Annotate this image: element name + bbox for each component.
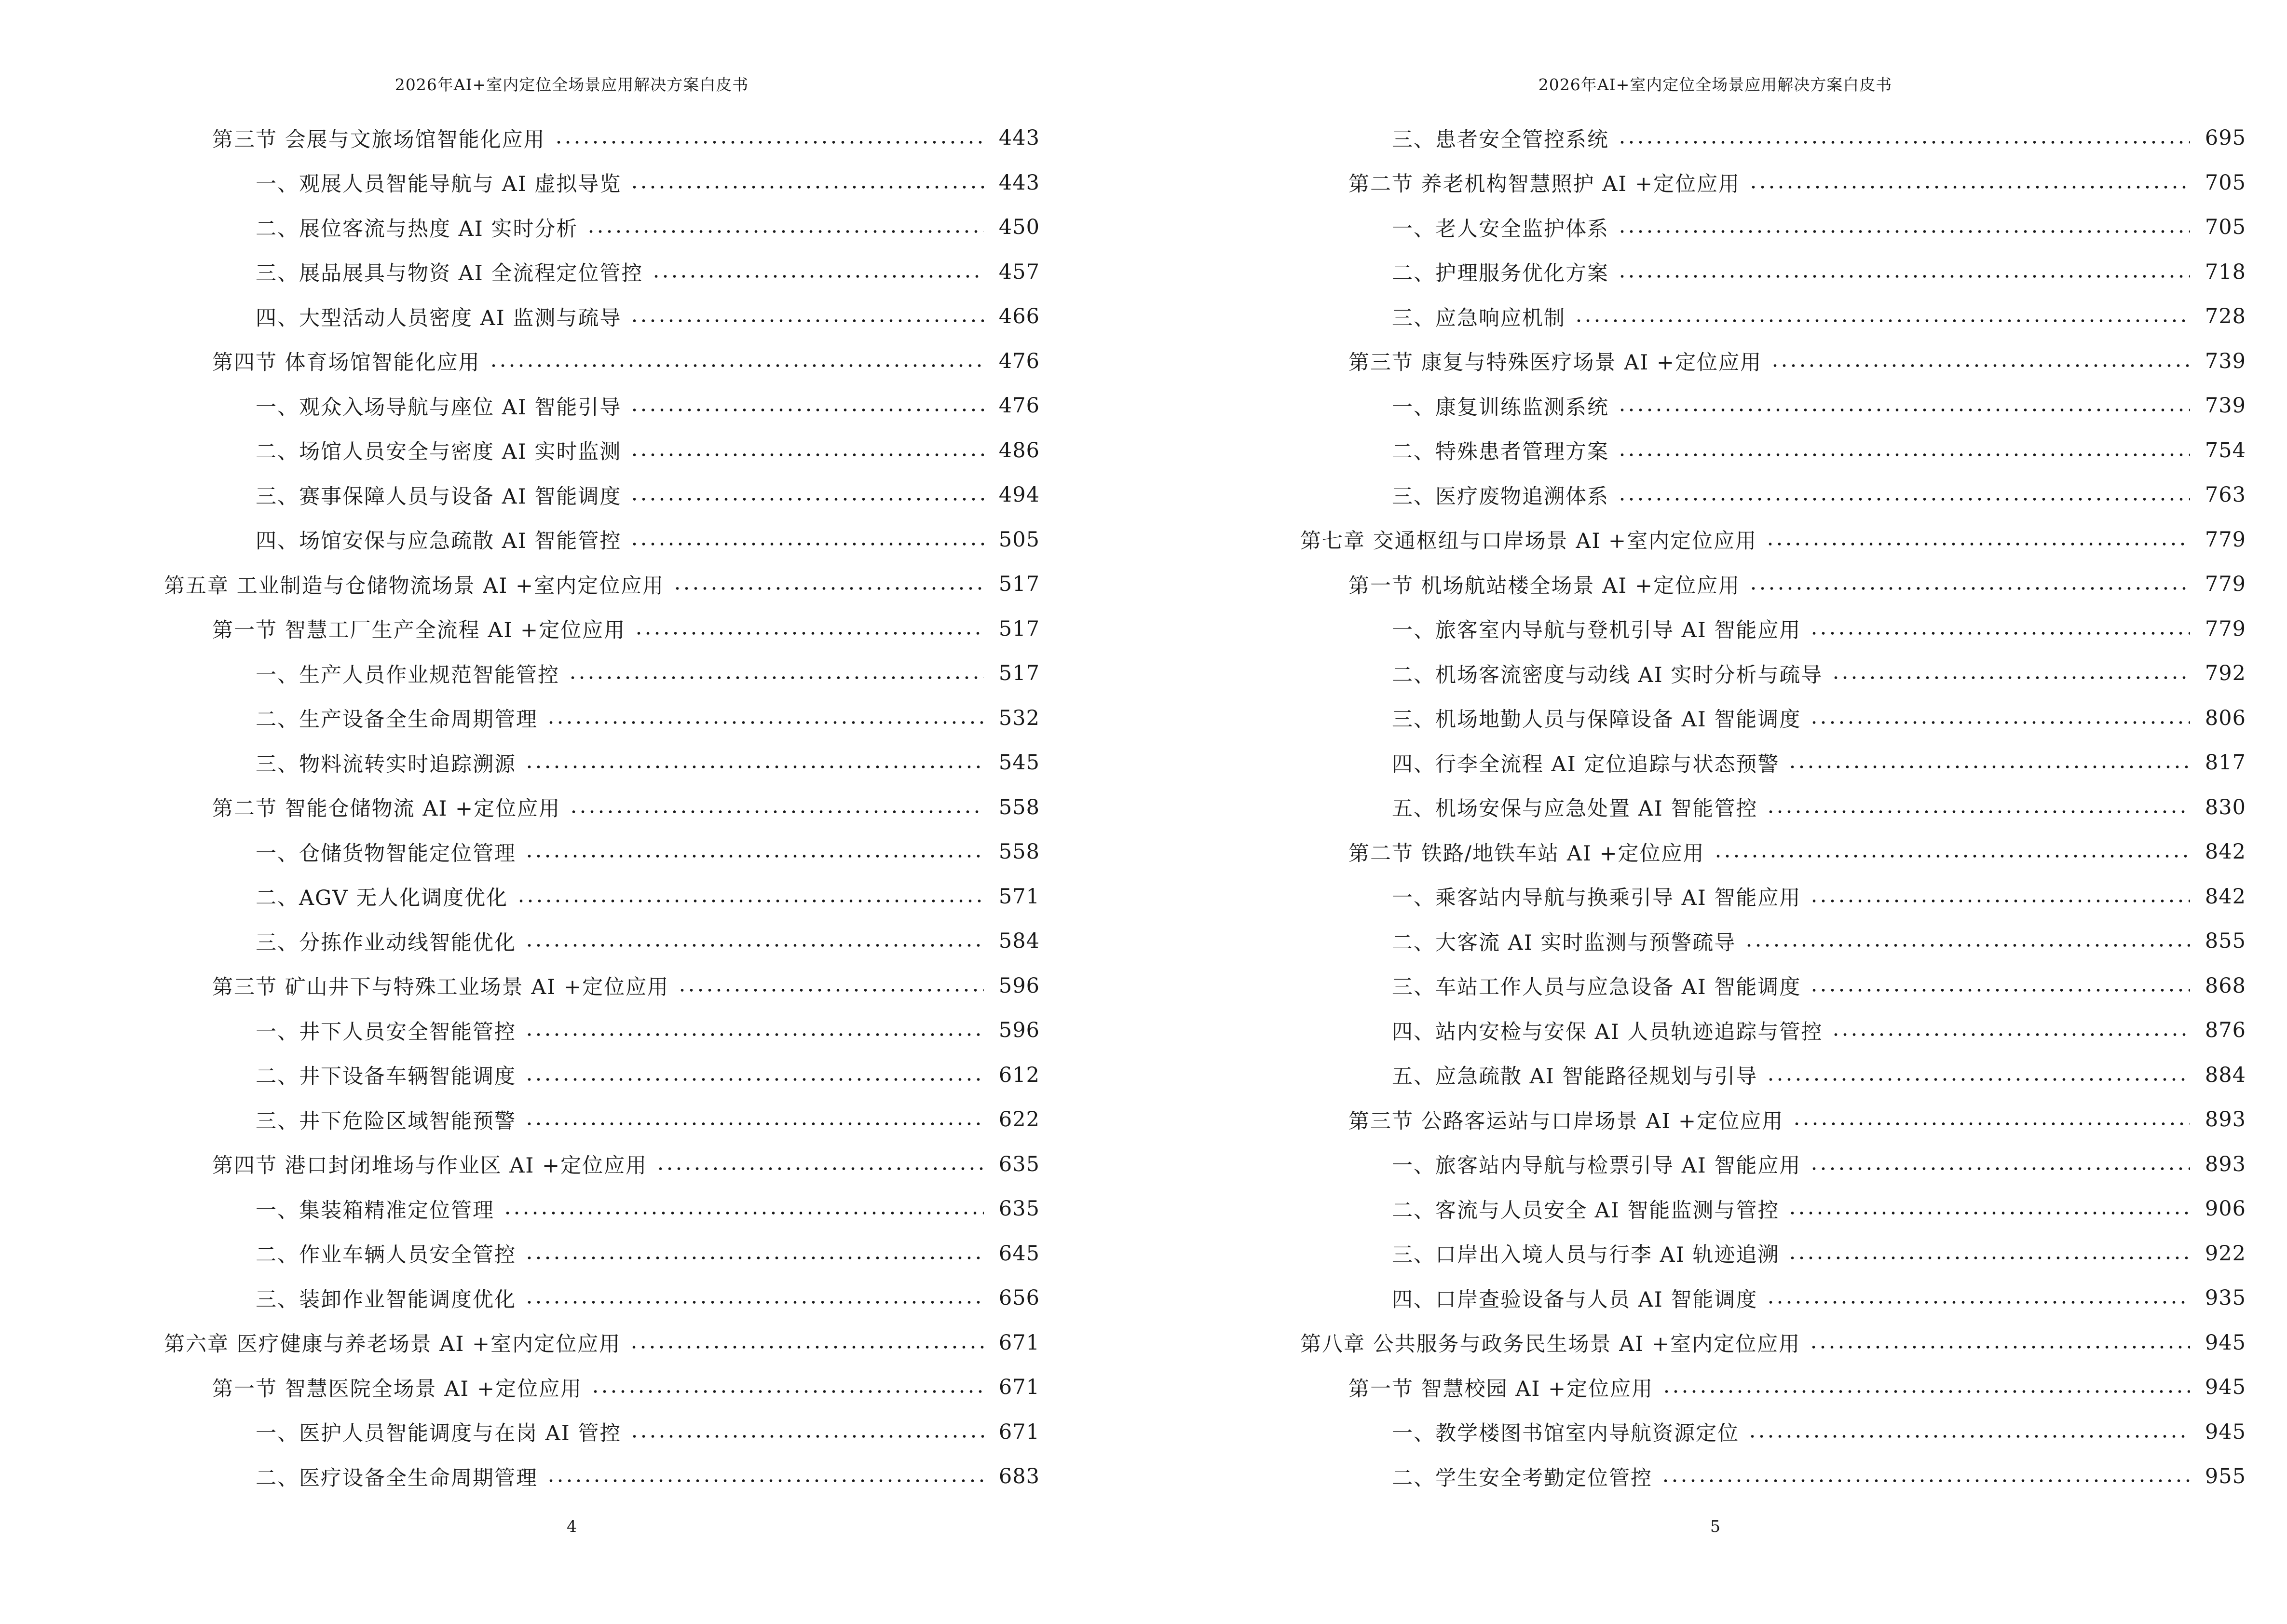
toc-entry-chapter[interactable] (0, 562, 1144, 607)
toc-entry-title: 一、乘客站内导航与换乘引导 AI 智能应用 (1392, 886, 1801, 911)
dot-leader (525, 1078, 984, 1081)
dot-leader (1766, 810, 2190, 813)
toc-entry-item[interactable] (0, 473, 1144, 518)
toc-entry-page-number: 635 (998, 1152, 1040, 1176)
toc-entry-title: 四、行李全流程 AI 定位追踪与状态预警 (1392, 752, 1780, 777)
dot-leader (1618, 498, 2190, 501)
toc-entry-item[interactable] (0, 383, 1144, 428)
toc-entry-title: 五、应急疏散 AI 智能路径规划与引导 (1392, 1064, 1758, 1089)
toc-entry-chapter[interactable] (0, 1321, 1144, 1365)
toc-entry-title: 一、仓储货物智能定位管理 (256, 841, 516, 866)
toc-entry-title: 第一节 机场航站楼全场景 AI +定位应用 (1348, 573, 1741, 598)
dot-leader (546, 721, 984, 724)
toc-entry-title: 四、大型活动人员密度 AI 监测与疏导 (256, 306, 622, 330)
toc-entry-title: 第三节 矿山井下与特殊工业场景 AI +定位应用 (212, 975, 669, 1000)
dot-leader (525, 765, 984, 768)
toc-entry-page-number: 622 (998, 1107, 1040, 1132)
toc-entry-item[interactable] (1144, 1454, 2287, 1499)
dot-leader (1809, 1346, 2190, 1349)
dot-leader (1831, 676, 2190, 679)
toc-list (1144, 116, 2287, 1499)
toc-entry-page-number: 922 (2205, 1241, 2246, 1266)
toc-entry-page-number: 945 (2205, 1330, 2246, 1355)
toc-entry-title: 一、观众入场导航与座位 AI 智能引导 (256, 395, 622, 420)
toc-entry-section[interactable] (0, 1142, 1144, 1187)
toc-entry-page-number: 868 (2205, 973, 2246, 998)
toc-entry-page-number: 584 (998, 929, 1040, 954)
dot-leader (1788, 1212, 2190, 1215)
toc-entry-page-number: 532 (998, 706, 1040, 730)
dot-leader (630, 319, 984, 322)
toc-entry-item[interactable] (0, 294, 1144, 339)
toc-entry-page-number: 558 (998, 840, 1040, 864)
toc-entry-item[interactable] (1144, 1053, 2287, 1098)
dot-leader (1770, 364, 2190, 367)
toc-entry-page-number: 596 (998, 973, 1040, 998)
toc-entry-page-number: 955 (2205, 1464, 2246, 1489)
toc-entry-item[interactable] (0, 1454, 1144, 1499)
toc-entry-section[interactable] (1144, 830, 2287, 874)
toc-entry-page-number: 739 (2205, 349, 2246, 373)
toc-entry-title: 三、物料流转实时追踪溯源 (256, 752, 516, 777)
dot-leader (630, 453, 984, 456)
toc-entry-section[interactable] (1144, 562, 2287, 607)
toc-entry-title: 二、生产设备全生命周期管理 (256, 708, 538, 732)
toc-entry-title: 二、医疗设备全生命周期管理 (256, 1466, 538, 1490)
dot-leader (673, 587, 984, 590)
toc-entry-page-number: 571 (998, 884, 1040, 909)
toc-entry-title: 第一节 智慧校园 AI +定位应用 (1348, 1377, 1654, 1401)
dot-leader (1744, 944, 2190, 947)
dot-leader (569, 810, 984, 813)
dot-leader (1788, 1256, 2190, 1259)
toc-entry-page-number: 545 (998, 751, 1040, 775)
toc-entry-item[interactable] (1144, 1276, 2287, 1321)
dot-leader (568, 676, 984, 679)
toc-entry-item[interactable] (1144, 1410, 2287, 1455)
toc-entry-page-number: 486 (998, 438, 1040, 463)
toc-entry-title: 二、客流与人员安全 AI 智能监测与管控 (1392, 1198, 1780, 1223)
dot-leader (1662, 1390, 2190, 1393)
toc-entry-title: 一、生产人员作业规范智能管控 (256, 663, 559, 687)
toc-entry-page-number: 779 (2205, 616, 2246, 641)
dot-leader (1618, 141, 2190, 144)
toc-entry-page-number: 517 (998, 661, 1040, 686)
dot-leader (630, 543, 984, 546)
toc-entry-title: 三、井下危险区域智能预警 (256, 1109, 516, 1133)
toc-entry-item[interactable] (0, 1276, 1144, 1321)
dot-leader (1618, 275, 2190, 278)
toc-entry-page-number: 671 (998, 1375, 1040, 1400)
toc-entry-item[interactable] (0, 1231, 1144, 1276)
toc-entry-title: 四、站内安检与安保 AI 人员轨迹追踪与管控 (1392, 1020, 1823, 1044)
toc-entry-page-number: 494 (998, 483, 1040, 507)
toc-entry-page-number: 893 (2205, 1107, 2246, 1132)
toc-entry-page-number: 476 (998, 349, 1040, 373)
dot-leader (525, 1122, 984, 1125)
toc-entry-item[interactable] (1144, 740, 2287, 785)
dot-leader (525, 855, 984, 858)
toc-entry-page-number: 842 (2205, 884, 2246, 909)
dot-leader (525, 1256, 984, 1259)
toc-entry-item[interactable] (1144, 294, 2287, 339)
toc-entry-section[interactable] (0, 339, 1144, 384)
toc-entry-title: 三、患者安全管控系统 (1392, 127, 1609, 152)
toc-entry-title: 三、车站工作人员与应急设备 AI 智能调度 (1392, 975, 1801, 1000)
toc-entry-title: 一、井下人员安全智能管控 (256, 1020, 516, 1044)
toc-entry-title: 三、口岸出入境人员与行李 AI 轨迹追溯 (1392, 1243, 1780, 1268)
toc-entry-page-number: 517 (998, 572, 1040, 597)
toc-entry-item[interactable] (0, 651, 1144, 696)
toc-entry-item[interactable] (1144, 1008, 2287, 1053)
toc-entry-section[interactable] (1144, 1365, 2287, 1410)
toc-entry-page-number: 945 (2205, 1375, 2246, 1400)
dot-leader (1810, 632, 2190, 635)
toc-entry-page-number: 695 (2205, 126, 2246, 150)
toc-entry-item[interactable] (1144, 205, 2287, 250)
toc-entry-item[interactable] (1144, 874, 2287, 919)
dot-leader (1792, 1122, 2190, 1125)
dot-leader (591, 1390, 984, 1393)
toc-entry-title: 第七章 交通枢纽与口岸场景 AI +室内定位应用 (1300, 529, 1757, 554)
dot-leader (525, 1301, 984, 1304)
dot-leader (652, 275, 984, 278)
toc-entry-page-number: 817 (2205, 751, 2246, 775)
toc-entry-page-number: 763 (2205, 483, 2246, 507)
toc-entry-title: 三、医疗废物追溯体系 (1392, 484, 1609, 509)
dot-leader (1749, 587, 2190, 590)
toc-entry-item[interactable] (1144, 473, 2287, 518)
toc-entry-item[interactable] (0, 1097, 1144, 1142)
toc-entry-title: 一、老人安全监护体系 (1392, 217, 1609, 241)
toc-entry-title: 第四节 港口封闭堆场与作业区 AI +定位应用 (212, 1154, 648, 1178)
toc-entry-page-number: 779 (2205, 572, 2246, 597)
toc-entry-page-number: 705 (2205, 170, 2246, 195)
dot-leader (554, 141, 984, 144)
toc-entry-item[interactable] (1144, 428, 2287, 473)
toc-entry-page-number: 855 (2205, 929, 2246, 954)
toc-entry-title: 四、场馆安保与应急疏散 AI 智能管控 (256, 529, 622, 554)
page-number: 4 (567, 1517, 577, 1536)
toc-entry-title: 三、应急响应机制 (1392, 306, 1566, 330)
dot-leader (1831, 1033, 2190, 1036)
toc-entry-page-number: 906 (2205, 1197, 2246, 1221)
dot-leader (630, 498, 984, 501)
running-header: 2026年AI+室内定位全场景应用解决方案白皮书 (395, 75, 749, 94)
toc-entry-page-number: 457 (998, 259, 1040, 284)
toc-entry-title: 一、医护人员智能调度与在岗 AI 管控 (256, 1421, 622, 1446)
toc-entry-item[interactable] (0, 518, 1144, 562)
toc-entry-item[interactable] (0, 740, 1144, 785)
toc-entry-page-number: 754 (2205, 438, 2246, 463)
toc-entry-page-number: 842 (2205, 840, 2246, 864)
toc-entry-item[interactable] (1144, 964, 2287, 1009)
toc-entry-title: 第一节 智慧医院全场景 AI +定位应用 (212, 1377, 583, 1401)
toc-entry-title: 第六章 医疗健康与养老场景 AI +室内定位应用 (164, 1332, 621, 1357)
toc-entry-title: 三、机场地勤人员与保障设备 AI 智能调度 (1392, 708, 1801, 732)
toc-entry-title: 第二节 智能仓储物流 AI +定位应用 (212, 797, 561, 821)
toc-entry-item[interactable] (0, 874, 1144, 919)
toc-entry-page-number: 558 (998, 795, 1040, 819)
right-page (1144, 0, 2287, 1624)
toc-entry-page-number: 612 (998, 1063, 1040, 1087)
toc-entry-page-number: 718 (2205, 259, 2246, 284)
dot-leader (1766, 543, 2190, 546)
toc-entry-item[interactable] (0, 161, 1144, 205)
toc-entry-chapter[interactable] (1144, 518, 2287, 562)
toc-entry-title: 一、旅客室内导航与登机引导 AI 智能应用 (1392, 618, 1801, 643)
toc-entry-title: 二、特殊患者管理方案 (1392, 440, 1609, 464)
toc-entry-section[interactable] (1144, 161, 2287, 205)
toc-entry-page-number: 450 (998, 215, 1040, 240)
toc-entry-item[interactable] (0, 1187, 1144, 1231)
toc-entry-item[interactable] (1144, 651, 2287, 696)
toc-entry-page-number: 792 (2205, 661, 2246, 686)
dot-leader (586, 230, 984, 233)
dot-leader (1618, 453, 2190, 456)
dot-leader (1788, 765, 2190, 768)
toc-entry-page-number: 728 (2205, 304, 2246, 329)
toc-entry-chapter[interactable] (1144, 1321, 2287, 1365)
toc-entry-title: 一、康复训练监测系统 (1392, 395, 1609, 420)
toc-entry-item[interactable] (0, 1008, 1144, 1053)
toc-entry-section[interactable] (0, 785, 1144, 830)
toc-entry-page-number: 671 (998, 1330, 1040, 1355)
toc-entry-title: 二、学生安全考勤定位管控 (1392, 1466, 1652, 1490)
toc-entry-item[interactable] (1144, 919, 2287, 964)
toc-entry-title: 三、展品展具与物资 AI 全流程定位管控 (256, 261, 643, 286)
toc-entry-title: 第三节 公路客运站与口岸场景 AI +定位应用 (1348, 1109, 1784, 1133)
toc-entry-title: 第四节 体育场馆智能化应用 (212, 351, 480, 375)
dot-leader (656, 1167, 984, 1170)
toc-entry-title: 三、赛事保障人员与设备 AI 智能调度 (256, 484, 622, 509)
toc-entry-title: 二、作业车辆人员安全管控 (256, 1243, 516, 1268)
toc-entry-page-number: 705 (2205, 215, 2246, 240)
toc-entry-section[interactable] (0, 964, 1144, 1009)
toc-entry-title: 一、集装箱精准定位管理 (256, 1198, 494, 1223)
dot-leader (634, 632, 984, 635)
toc-entry-page-number: 876 (2205, 1018, 2246, 1043)
dot-leader (525, 944, 984, 947)
dot-leader (489, 364, 984, 367)
toc-entry-item[interactable] (1144, 607, 2287, 652)
toc-entry-page-number: 505 (998, 527, 1040, 552)
dot-leader (1661, 1479, 2190, 1482)
toc-entry-page-number: 517 (998, 616, 1040, 641)
dot-leader (1810, 1167, 2190, 1170)
dot-leader (630, 409, 984, 411)
toc-entry-item[interactable] (0, 1053, 1144, 1098)
toc-entry-item[interactable] (1144, 1142, 2287, 1187)
dot-leader (503, 1212, 984, 1215)
toc-entry-title: 第八章 公共服务与政务民生场景 AI +室内定位应用 (1300, 1332, 1801, 1357)
toc-entry-title: 第五章 工业制造与仓储物流场景 AI +室内定位应用 (164, 573, 665, 598)
toc-entry-page-number: 656 (998, 1286, 1040, 1310)
toc-entry-section[interactable] (0, 116, 1144, 161)
toc-entry-title: 二、井下设备车辆智能调度 (256, 1064, 516, 1089)
dot-leader (630, 1435, 984, 1438)
toc-entry-title: 二、AGV 无人化调度优化 (256, 886, 508, 911)
toc-entry-title: 二、场馆人员安全与密度 AI 实时监测 (256, 440, 622, 464)
toc-entry-item[interactable] (0, 696, 1144, 741)
toc-entry-page-number: 443 (998, 126, 1040, 150)
toc-entry-page-number: 645 (998, 1241, 1040, 1266)
toc-entry-page-number: 443 (998, 170, 1040, 195)
toc-entry-section[interactable] (0, 607, 1144, 652)
toc-entry-title: 三、装卸作业智能调度优化 (256, 1287, 516, 1312)
toc-entry-title: 五、机场安保与应急处置 AI 智能管控 (1392, 797, 1758, 821)
toc-entry-title: 二、护理服务优化方案 (1392, 261, 1609, 286)
toc-entry-item[interactable] (0, 250, 1144, 295)
toc-entry-item[interactable] (1144, 116, 2287, 161)
toc-entry-item[interactable] (1144, 383, 2287, 428)
toc-entry-title: 四、口岸查验设备与人员 AI 智能调度 (1392, 1287, 1758, 1312)
toc-entry-title: 第三节 康复与特殊医疗场景 AI +定位应用 (1348, 351, 1762, 375)
dot-leader (678, 989, 984, 992)
toc-entry-title: 第二节 铁路/地铁车站 AI +定位应用 (1348, 841, 1705, 866)
toc-entry-title: 一、观展人员智能导航与 AI 虚拟导览 (256, 172, 622, 197)
toc-entry-title: 第三节 会展与文旅场馆智能化应用 (212, 127, 545, 152)
dot-leader (525, 1033, 984, 1036)
toc-entry-page-number: 945 (2205, 1419, 2246, 1444)
toc-entry-page-number: 671 (998, 1419, 1040, 1444)
toc-entry-item[interactable] (1144, 1231, 2287, 1276)
page-number: 5 (1710, 1517, 1720, 1536)
toc-entry-item[interactable] (0, 205, 1144, 250)
toc-entry-page-number: 635 (998, 1197, 1040, 1221)
toc-entry-page-number: 476 (998, 394, 1040, 418)
dot-leader (1574, 319, 2190, 322)
dot-leader (1618, 409, 2190, 411)
toc-entry-title: 第一节 智慧工厂生产全流程 AI +定位应用 (212, 618, 626, 643)
dot-leader (1766, 1078, 2190, 1081)
toc-entry-page-number: 596 (998, 1018, 1040, 1043)
toc-entry-title: 一、教学楼图书馆室内导航资源定位 (1392, 1421, 1739, 1446)
toc-entry-item[interactable] (0, 428, 1144, 473)
dot-leader (1714, 855, 2190, 858)
toc-entry-section[interactable] (0, 1365, 1144, 1410)
toc-entry-page-number: 739 (2205, 394, 2246, 418)
toc-entry-page-number: 683 (998, 1464, 1040, 1489)
toc-entry-page-number: 935 (2205, 1286, 2246, 1310)
dot-leader (629, 1346, 984, 1349)
toc-entry-item[interactable] (1144, 696, 2287, 741)
toc-entry-section[interactable] (1144, 339, 2287, 384)
toc-entry-item[interactable] (1144, 250, 2287, 295)
toc-entry-title: 一、旅客站内导航与检票引导 AI 智能应用 (1392, 1154, 1801, 1178)
toc-entry-title: 二、大客流 AI 实时监测与预警疏导 (1392, 930, 1736, 955)
toc-entry-item[interactable] (0, 1410, 1144, 1455)
toc-list (0, 116, 1144, 1499)
running-header: 2026年AI+室内定位全场景应用解决方案白皮书 (1538, 75, 1892, 94)
dot-leader (1749, 186, 2190, 189)
toc-entry-title: 第二节 养老机构智慧照护 AI +定位应用 (1348, 172, 1741, 197)
toc-entry-page-number: 893 (2205, 1152, 2246, 1176)
dot-leader (546, 1479, 984, 1482)
toc-entry-page-number: 466 (998, 304, 1040, 329)
dot-leader (1810, 989, 2190, 992)
toc-entry-item[interactable] (1144, 785, 2287, 830)
toc-entry-page-number: 884 (2205, 1063, 2246, 1087)
dot-leader (630, 186, 984, 189)
dot-leader (1766, 1301, 2190, 1304)
toc-entry-title: 二、展位客流与热度 AI 实时分析 (256, 217, 578, 241)
toc-entry-item[interactable] (1144, 1187, 2287, 1231)
dot-leader (517, 900, 984, 902)
toc-entry-page-number: 830 (2205, 795, 2246, 819)
toc-entry-page-number: 806 (2205, 706, 2246, 730)
toc-entry-section[interactable] (1144, 1097, 2287, 1142)
toc-entry-item[interactable] (0, 830, 1144, 874)
dot-leader (1748, 1435, 2190, 1438)
dot-leader (1810, 721, 2190, 724)
dot-leader (1810, 900, 2190, 902)
toc-entry-title: 二、机场客流密度与动线 AI 实时分析与疏导 (1392, 663, 1823, 687)
toc-entry-page-number: 779 (2205, 527, 2246, 552)
toc-entry-item[interactable] (0, 919, 1144, 964)
toc-entry-title: 三、分拣作业动线智能优化 (256, 930, 516, 955)
dot-leader (1618, 230, 2190, 233)
